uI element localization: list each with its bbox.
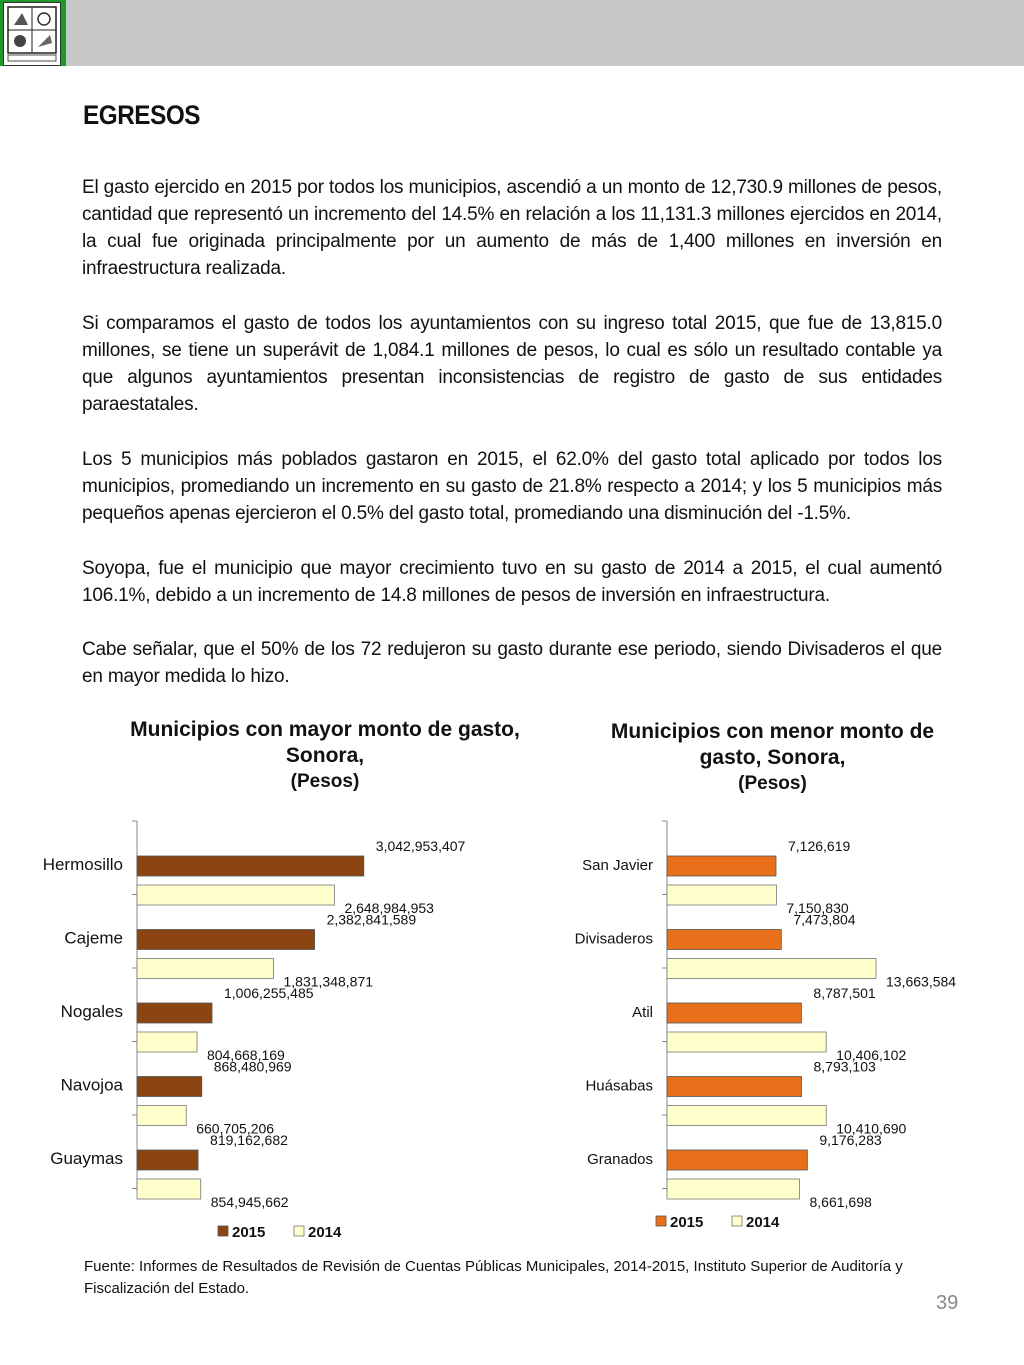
- category-label: San Javier: [582, 857, 653, 874]
- bar-2015: [667, 930, 781, 950]
- data-label-2015: 868,480,969: [213, 1058, 292, 1075]
- data-label-2015: 8,793,103: [813, 1058, 876, 1075]
- page-heading: EGRESOS: [83, 100, 201, 130]
- page-number: 39: [936, 1292, 959, 1314]
- paragraph: Soyopa, fue el municipio que mayor crecimiento tuvo en su gasto de 2014 a 2015, el cual aumentó 106.1%, debido a un incremento de 14.8 millones de pesos de inversión en infraestructura.: [82, 558, 942, 606]
- bar-2015: [667, 1077, 802, 1097]
- category-label: Huásabas: [585, 1077, 653, 1095]
- category-label: Hermosillo: [42, 855, 123, 874]
- bar-2015: [137, 930, 315, 950]
- bar-2015: [137, 1077, 202, 1097]
- data-label-2014: 13,663,584: [886, 973, 957, 990]
- data-label-2014: 10,410,690: [836, 1120, 907, 1137]
- paragraph: Si comparamos el gasto de todos los ayuntamientos con su ingreso total 2015, que fue de 13,815.0 millones, se tiene un superávit de 1,084.1 millones de pesos, lo cual es sólo un resultado contable ya que algunos ayuntamientos presentan inconsistencias de registro de gasto de sus entidades paraestatales.: [82, 313, 942, 415]
- bar-2015: [137, 856, 364, 876]
- bar-2015: [137, 1003, 212, 1023]
- category-label: Guaymas: [50, 1149, 123, 1168]
- chart-smallest-spending: [540, 800, 1024, 1250]
- data-label-2015: 7,126,619: [788, 838, 851, 854]
- bar-2014: [137, 1032, 197, 1052]
- chart-subtitle: (Pesos): [290, 771, 360, 792]
- category-label: Cajeme: [64, 928, 123, 948]
- legend-swatch-2014: [732, 1216, 742, 1226]
- legend-label-2014: 2014: [746, 1214, 780, 1231]
- paragraph: Cabe señalar, que el 50% de los 72 redujeron su gasto durante ese periodo, siendo Divisaderos el que en mayor medida lo hizo.: [82, 639, 942, 687]
- header-bar: [0, 0, 1024, 66]
- legend-swatch-2015: [656, 1216, 666, 1226]
- legend-label-2015: 2015: [670, 1214, 704, 1231]
- chart-title-smallest: [600, 719, 945, 797]
- category-label: Granados: [587, 1151, 653, 1168]
- source-note: Fuente: Informes de Resultados de Revisión de Cuentas Públicas Municipales, 2014-2015, Instituto Superior de Auditoría y Fiscalización del Estado.: [84, 1258, 903, 1297]
- paragraph: El gasto ejercido en 2015 por todos los municipios, ascendió a un monto de 12,730.9 millones de pesos, cantidad que representó un incremento del 14.5% en relación a los 11,131.3 millones ejercidos en 2014, la cual fue originada principalmente por un aumento de más de 1,400 millones en inversión en infraestructura realizada.: [82, 177, 942, 279]
- chart-largest-spending: [0, 800, 540, 1250]
- bar-2015: [667, 1003, 801, 1023]
- data-label-2015: 9,176,283: [819, 1132, 882, 1148]
- data-label-2014: 660,705,206: [196, 1120, 275, 1137]
- bar-2014: [137, 885, 334, 905]
- data-label-2015: 2,382,841,589: [326, 911, 417, 928]
- data-label-2015: 819,162,682: [210, 1132, 288, 1148]
- data-label-2014: 1,831,348,871: [283, 973, 374, 990]
- data-label-2014: 8,661,698: [809, 1194, 872, 1210]
- chart-title-text: Municipios con mayor monto de gasto, Sonora,: [130, 718, 520, 767]
- chart-subtitle: (Pesos): [738, 773, 807, 794]
- paragraph: Los 5 municipios más poblados gastaron en 2015, el 62.0% del gasto total aplicado por todos los municipios, promediando un incremento en su gasto de 21.8% respecto a 2014; y los 5 municipios más pequeños apenas ejercieron el 0.5% del gasto total, promediando una disminución del -1.5%.: [82, 449, 942, 524]
- legend-swatch-2014: [294, 1226, 304, 1236]
- data-label-2015: 7,473,804: [793, 911, 856, 928]
- category-label: Atil: [632, 1004, 653, 1021]
- data-label-2015: 8,787,501: [813, 985, 876, 1001]
- data-label-2014: 10,406,102: [836, 1047, 907, 1063]
- category-label: Navojoa: [60, 1075, 123, 1095]
- data-label-2014: 2,648,984,953: [344, 900, 434, 916]
- category-label: Nogales: [60, 1002, 123, 1021]
- bar-2015: [667, 1150, 807, 1170]
- data-label-2014: 804,668,169: [206, 1047, 285, 1063]
- data-label-2014: 7,150,830: [786, 900, 849, 916]
- bar-2015: [667, 856, 776, 876]
- bar-2014: [667, 1179, 799, 1199]
- header-green-block: [0, 0, 66, 66]
- data-label-2015: 3,042,953,407: [375, 838, 466, 854]
- bar-2014: [137, 1179, 201, 1199]
- state-seal-logo: [3, 2, 61, 66]
- bar-2015: [137, 1150, 198, 1170]
- chart-title-largest: [95, 717, 555, 795]
- data-label-2015: 1,006,255,485: [224, 985, 314, 1001]
- bar-2014: [667, 959, 876, 979]
- bar-2014: [137, 1106, 186, 1126]
- legend-label-2014: 2014: [308, 1224, 342, 1241]
- data-label-2014: 854,945,662: [210, 1194, 289, 1210]
- category-label: Divisaderos: [574, 930, 653, 948]
- legend-label-2015: 2015: [232, 1224, 266, 1241]
- chart-title-text: Municipios con menor monto de gasto, Sonora,: [610, 720, 935, 769]
- bar-2014: [137, 959, 273, 979]
- legend-swatch-2015: [218, 1226, 228, 1236]
- bar-2014: [667, 1106, 826, 1126]
- bar-2014: [667, 1032, 826, 1052]
- bar-2014: [667, 885, 776, 905]
